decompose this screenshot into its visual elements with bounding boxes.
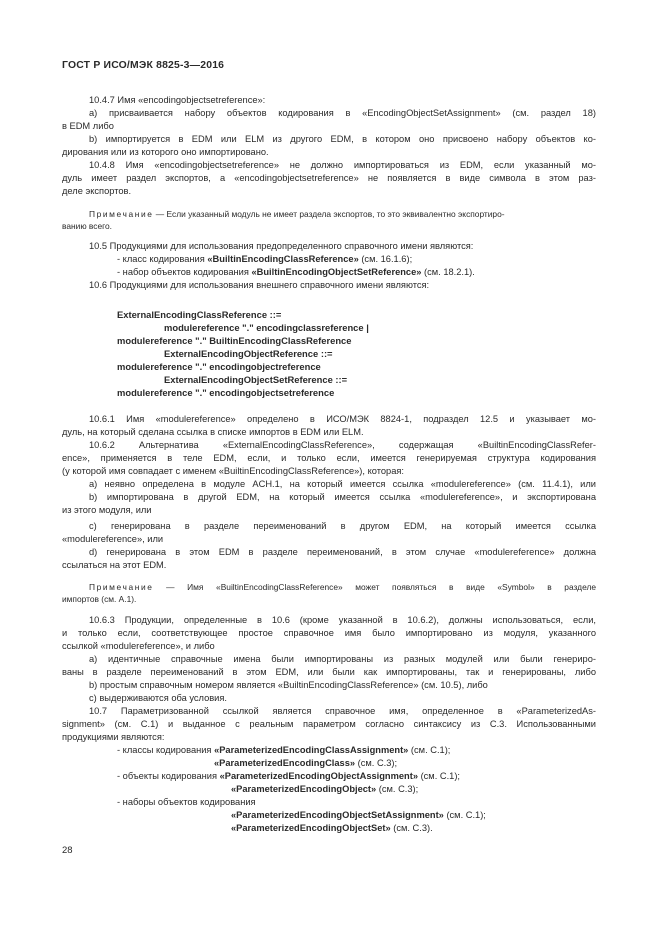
clause-10-4-7-a-line2: в EDM либо [62,121,114,131]
clause-10-6-2-c-line2: «modulereference», или [62,534,164,544]
clause-10-4-7-title: 10.4.7 Имя «encodingobjectsetreference»: [89,95,266,105]
grammar-line-1: ExternalEncodingClassReference ::= [117,309,282,320]
clause-10-7-item-2: - объекты кодирования «ParameterizedEncodingObjectAssignment» (см. С.1); [117,771,461,781]
grammar-line-3: modulereference "." BuiltinEncodingClassReference [117,335,352,346]
clause-10-6-3-a-line2: ваны в разделе переименований в этом EDM, или были как импортированы, так и генерированы, либо [62,667,596,677]
clause-10-6-3-b: b) простым справочным номером является «BuiltinEncodingClassReference» (см. 10.5), либо [89,680,488,690]
clause-10-6-3-c: с) выдерживаются оба условия. [89,693,227,703]
clause-10-7-item-3-b: «ParameterizedEncodingObjectSet» (см. С.3). [231,823,433,833]
clause-10-6-2-d-line1: d) генерирована в этом EDM в разделе переименований, в этом случае «modulereference» должна [89,547,596,557]
note-2-label: Примечание [89,582,154,592]
clause-10-7-line1: 10.7 Параметризованной ссылкой является справочное имя, определенное в «ParameterizedAs- [89,706,596,716]
clause-10-5: 10.5 Продукциями для использования предопределенного справочного имени являются: [89,241,474,251]
clause-10-6-2-b-line2: из этого модуля, или [62,505,152,515]
note-1-line1 [62,208,596,221]
clause-10-4-7-b-line2: дирования или из которого оно импортировано. [62,147,269,157]
clause-10-6-3-line3: ссылкой «modulereference», и либо [62,641,215,651]
grammar-line-4: ExternalEncodingObjectReference ::= [164,348,333,359]
note-1-text: — Если указанный модуль не имеет раздела экспортов, то это эквивалентно экспортиро- [153,209,505,219]
note-2-text: — Имя «BuiltinEncodingClassReference» может появляться в виде «Symbol» в разделе [153,582,596,592]
clause-10-5-item-1: - класс кодирования «BuiltinEncodingClassReference» (см. 16.1.6); [117,254,413,264]
clause-10-6: 10.6 Продукциями для использования внешнего справочного имени являются: [89,280,430,290]
clause-10-4-7-b-line1: b) импортируется в EDM или ELM из другого EDM, в котором оно присвоено набору объектов ко- [89,134,596,144]
note-2-line2: импортов (см. А.1). [62,594,137,604]
document-header: ГОСТ Р ИСО/МЭК 8825-3—2016 [62,60,225,71]
clause-10-6-3-line1: 10.6.3 Продукции, определенные в 10.6 (кроме указанной в 10.6.2), должны использоваться, если, [89,615,596,625]
clause-10-7-item-2-cont: «ParameterizedEncodingObject» (см. С.3); [231,784,419,794]
clause-10-6-2-line1: 10.6.2 Альтернатива «ExternalEncodingClassReference», содержащая «BuiltinEncodingClassRefer- [89,440,596,450]
clause-10-7-item-1: - классы кодирования «ParameterizedEncodingClassAssignment» (см. С.1); [117,745,451,755]
grammar-line-2: modulereference "." encodingclassreference | [164,322,369,333]
clause-10-4-7-a-line1: а) присваивается набору объектов кодирования в «EncodingObjectSetAssignment» (см. раздел 18) [89,108,596,118]
grammar-line-6: ExternalEncodingObjectSetReference ::= [164,374,348,385]
clause-10-5-item-2: - набор объектов кодирования «BuiltinEncodingObjectSetReference» (см. 18.2.1). [117,267,475,277]
clause-10-7-item-1-cont: «ParameterizedEncodingClass» (см. С.3); [214,758,398,768]
clause-10-6-3-line2: и только если, соответствующее простое справочное имя было импортировано из модуля, указанного [62,628,596,638]
note-1-label: Примечание [89,209,154,219]
clause-10-6-2-b-line1: b) импортирована в другой EDM, на который имеется ссылка «modulereference», и экспортирована [89,492,596,502]
clause-10-4-8-line2: дуль имеет раздел экспортов, а «encodingobjectsetreference» не появляется в виде символа в этом раз- [62,173,596,183]
clause-10-6-3-a-line1: а) идентичные справочные имена были импортированы из разных модулей или были генериро- [89,654,596,664]
clause-10-4-8-line1: 10.4.8 Имя «encodingobjectsetreference» не должно импортироваться из EDM, если указанный мо- [89,160,596,170]
note-2-line1 [62,581,596,594]
clause-10-7-item-3-a: «ParameterizedEncodingObjectSetAssignment» (см. С.1); [231,810,486,820]
note-1-line2: ванию всего. [62,221,112,231]
grammar-line-7: modulereference "." encodingobjectsetreference [117,387,335,398]
page-number: 28 [62,845,73,856]
clause-10-4-8-line3: деле экспортов. [62,186,132,196]
clause-10-6-1-line2: дуль, на который сделана ссылка в списке импортов в EDM или ELM. [62,427,364,437]
clause-10-7-line2: signment» (см. С.1) и выданное с реальным параметром согласно синтаксису из С.3. Использованными [62,719,596,729]
clause-10-6-2-a: а) неявно определена в модуле ACH.1, на который имеется ссылка «modulereference» (см. 11.4.1), или [89,479,596,489]
clause-10-6-2-d-line2: ссылаться на этот EDM. [62,560,167,570]
clause-10-6-2-c-line1: с) генерирована в разделе переименований в другом EDM, на который имеется ссылка [89,521,596,531]
clause-10-7-line3: продукциями являются: [62,732,165,742]
clause-10-6-1-line1: 10.6.1 Имя «modulereference» определено в ИСО/МЭК 8824-1, подраздел 12.5 и указывает мо- [89,414,596,424]
clause-10-6-2-line3: (у которой имя совпадает с именем «BuiltinEncodingClassReference»), которая: [62,466,404,476]
clause-10-6-2-line2: ence», применяется в теле EDM, если, и только если, имеется генерируемая структура кодирования [62,453,596,463]
clause-10-7-item-3: - наборы объектов кодирования [117,797,256,807]
grammar-line-5: modulereference "." encodingobjectreference [117,361,321,372]
